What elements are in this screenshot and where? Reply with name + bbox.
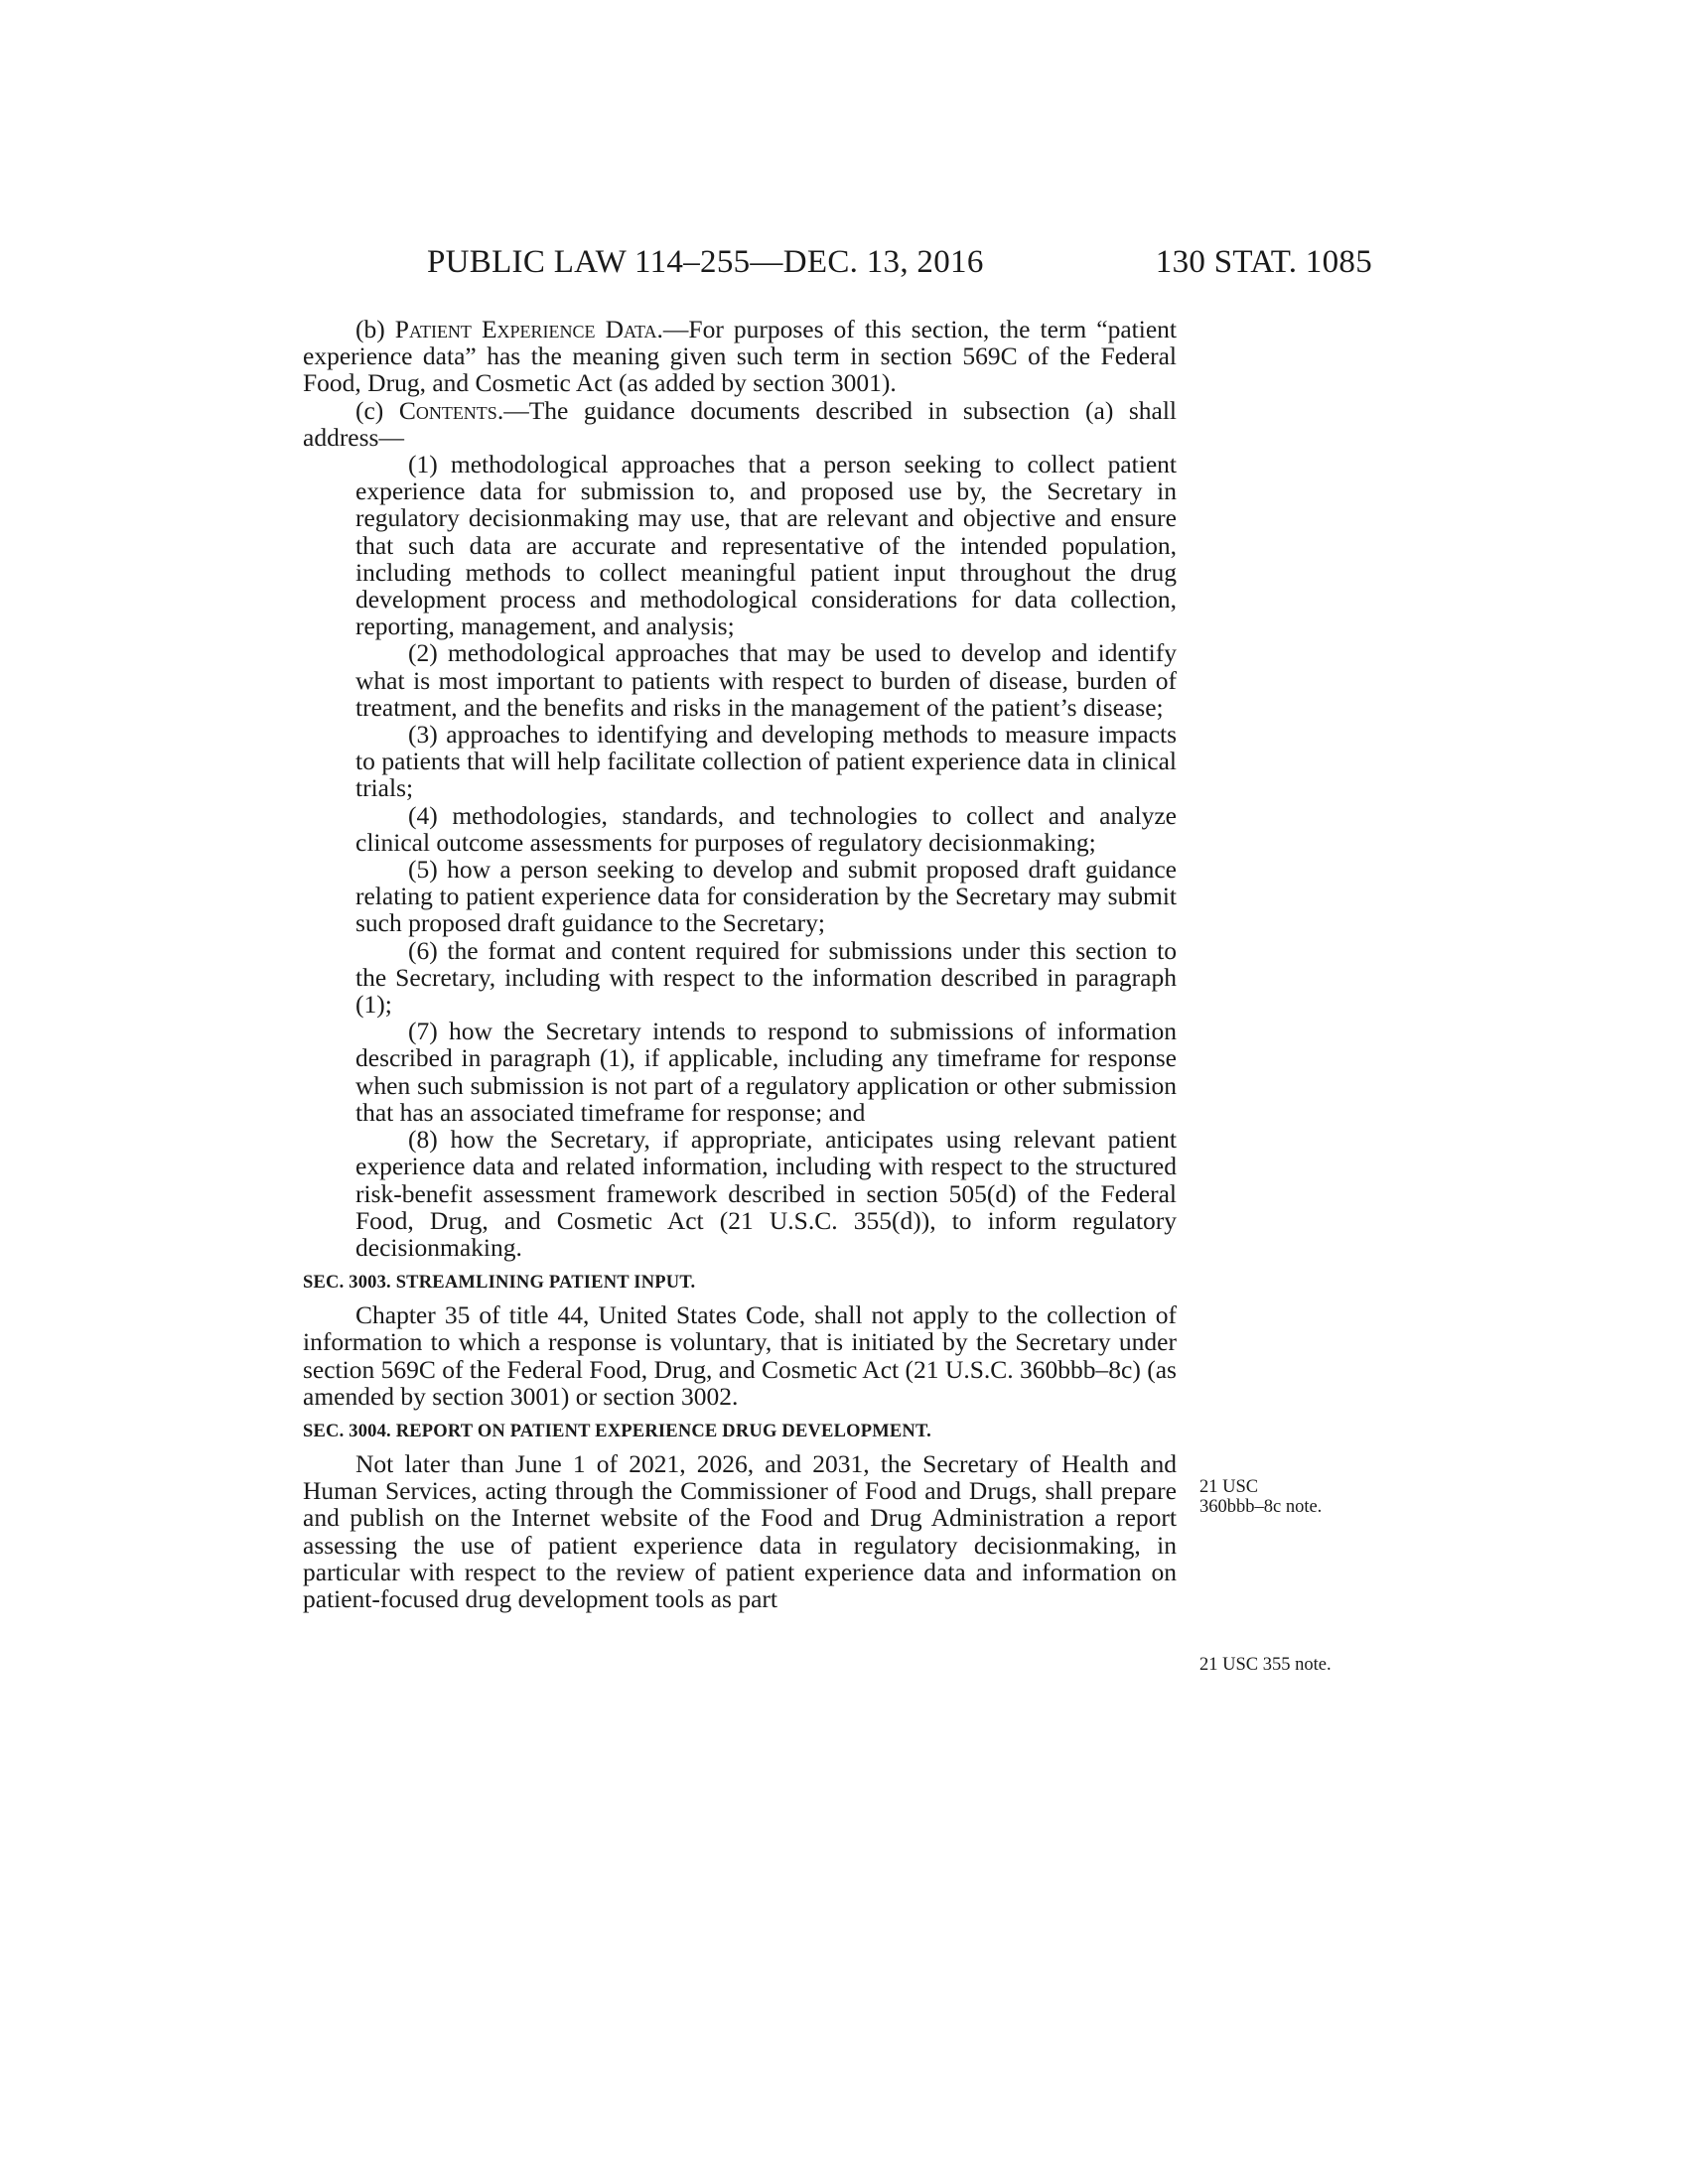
paragraph-7: (7) how the Secretary intends to respond to submissions of information described in paragraph (1), if applicable, including any timeframe for response when such submission is not part of a regulatory application or other submission that has an associated timeframe for response; and bbox=[355, 1017, 1177, 1127]
section-3004-heading: SEC. 3004. REPORT ON PATIENT EXPERIENCE DRUG DEVELOPMENT. bbox=[303, 1421, 931, 1441]
paragraph-5: (5) how a person seeking to develop and submit proposed draft guidance relating to patient experience data for consideration by the Secretary may submit such proposed draft guidance to the Secretary; bbox=[355, 855, 1177, 938]
paragraph-2: (2) methodological approaches that may be used to develop and identify what is most important to patients with respect to burden of disease, burden of treatment, and the benefits and risks in the management of the patient’s disease; bbox=[355, 638, 1177, 722]
section-3004-text: Not later than June 1 of 2021, 2026, and 2031, the Secretary of Health and Human Services, acting through the Commissioner of Food and Drugs, shall prepare and publish on the Internet website of the Food and Drug Administration a report assessing the use of patient experience data in regulatory decisionmaking, in particular with respect to the review of patient experience data and information on patient-focused drug development tools as part bbox=[303, 1448, 1177, 1613]
page-header bbox=[427, 244, 1372, 284]
running-head-title: PUBLIC LAW 114–255—DEC. 13, 2016 bbox=[427, 244, 984, 280]
body-column bbox=[303, 316, 1177, 1612]
paragraph-6: (6) the format and content required for submissions under this section to the Secretary, including with respect to the information described in paragraph (1); bbox=[355, 935, 1177, 1020]
paragraph-4: (4) methodologies, standards, and technologies to collect and analyze clinical outcome assessments for purposes of regulatory decisionmaking; bbox=[355, 800, 1177, 857]
section-3003-heading: SEC. 3003. STREAMLINING PATIENT INPUT. bbox=[303, 1273, 696, 1294]
subsection-c-prefix: (c) bbox=[355, 395, 399, 425]
statute-page-number: 130 STAT. 1085 bbox=[1155, 244, 1372, 280]
subsection-b-text: .—For purposes of this section, the term “patient experience data” has the meaning given such term in section 569C of the Federal Food, Drug, and Cosmetic Act (as added by section 3001). bbox=[303, 315, 1177, 398]
margin-note-3003-line1: 21 USC bbox=[1199, 1477, 1259, 1497]
margin-note-3003-line2: 360bbb–8c note. bbox=[1199, 1497, 1323, 1517]
margin-note-3004: 21 USC 355 note. bbox=[1199, 1655, 1332, 1675]
subsection-b-prefix: (b) bbox=[355, 315, 395, 343]
paragraph-8: (8) how the Secretary, if appropriate, anticipates using relevant patient experience data and related information, including with respect to the structured risk-benefit assessment framework described in section 505(d) of the Federal Food, Drug, and Cosmetic Act (21 U.S.C. 355(d)), to inform regulatory decisionmaking. bbox=[355, 1125, 1177, 1262]
subsection-c bbox=[303, 397, 1177, 451]
subsection-c-heading: Contents bbox=[398, 395, 497, 425]
paragraph-1: (1) methodological approaches that a person seeking to collect patient experience data for submission to, and proposed use by, the Secretary in regulatory decisionmaking may use, that are relevant and objective and ensure that such data are accurate and representative of the intended population, including methods to collect meaningful patient input throughout the drug development process and methodological considerations for data collection, reporting, management, and analysis; bbox=[355, 450, 1177, 641]
paragraph-3: (3) approaches to identifying and developing methods to measure impacts to patients that will help facilitate collection of patient experience data in clinical trials; bbox=[355, 720, 1177, 803]
section-3003-text: Chapter 35 of title 44, United States Code, shall not apply to the collection of information to which a response is voluntary, that is initiated by the Secretary under section 569C of the Federal Food, Drug, and Cosmetic Act (21 U.S.C. 360bbb–8c) (as amended by section 3001) or section 3002. bbox=[303, 1300, 1177, 1411]
subsection-c-text: .—The guidance documents described in subsection (a) shall address— bbox=[303, 395, 1177, 452]
subsection-b-heading: Patient Experience Data bbox=[394, 315, 657, 343]
margin-note-3003 bbox=[1199, 1477, 1322, 1517]
subsection-b bbox=[303, 316, 1177, 397]
